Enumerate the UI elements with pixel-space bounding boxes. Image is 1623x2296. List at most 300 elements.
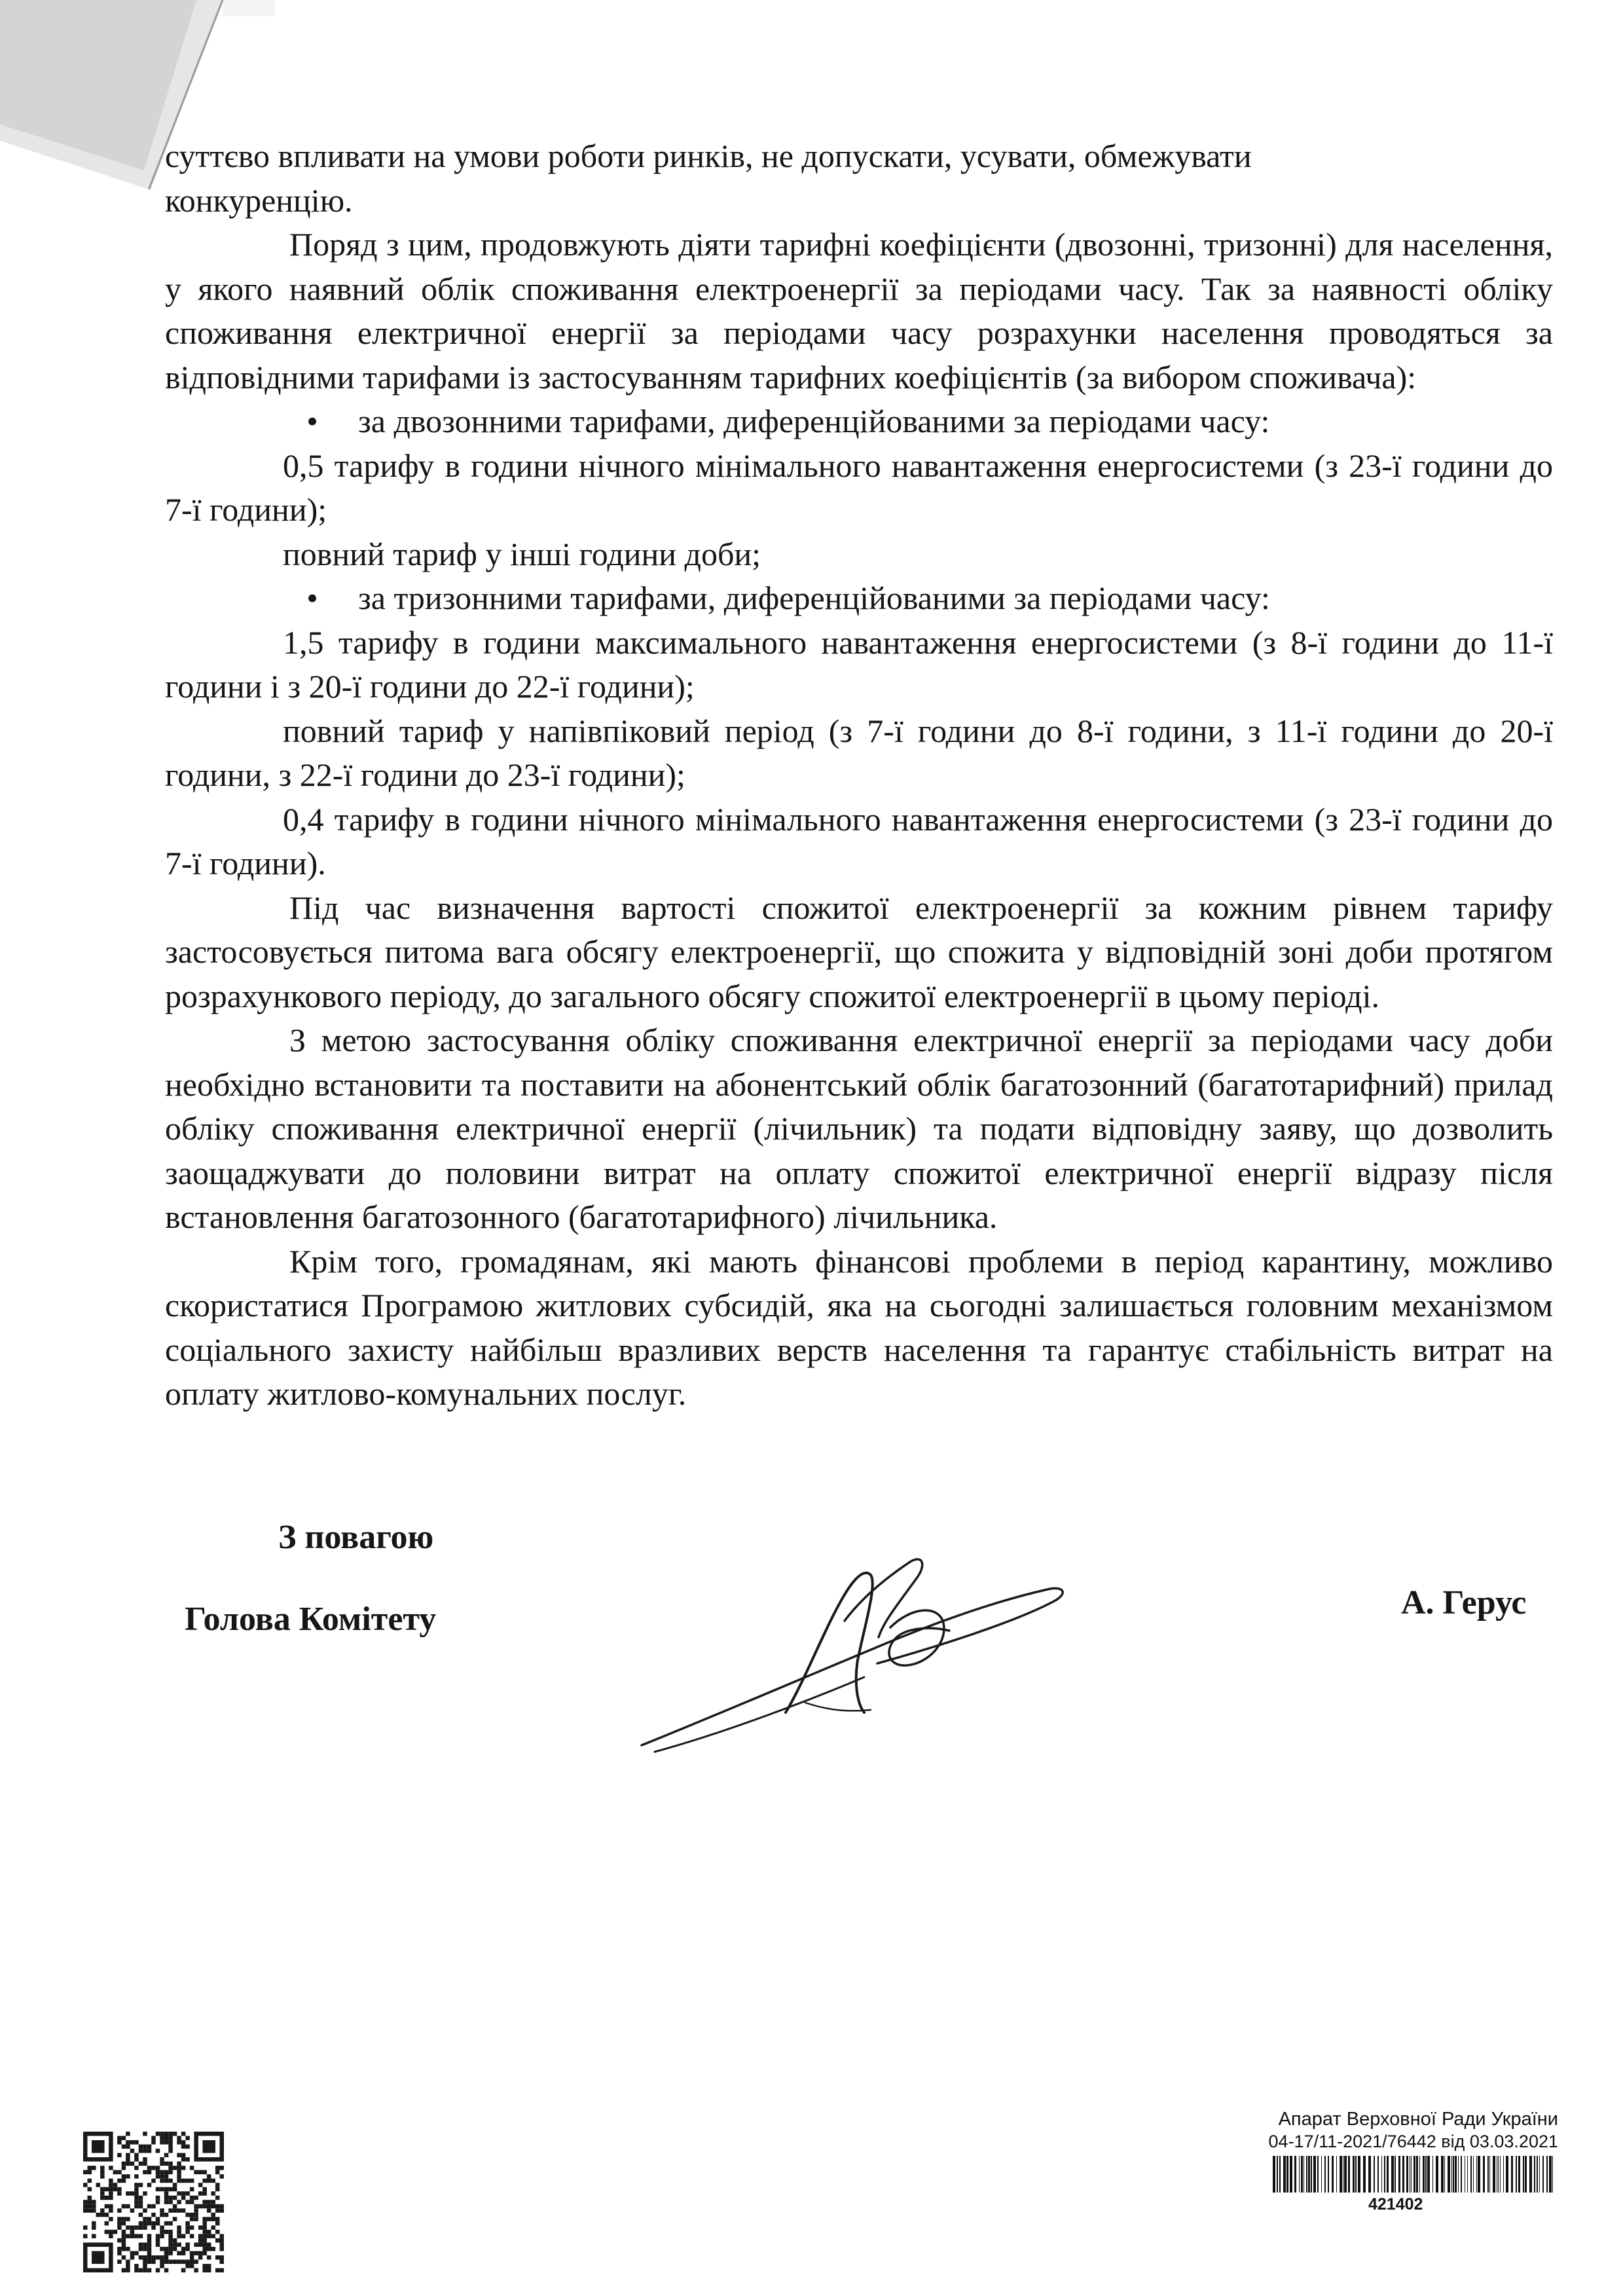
qr-module [173, 2259, 177, 2264]
qr-module [194, 2251, 198, 2255]
barcode-bar [1470, 2156, 1472, 2193]
qr-module [168, 2187, 173, 2192]
qr-module [211, 2179, 215, 2183]
qr-module [219, 2234, 224, 2238]
paragraph: Поряд з цим, продовжують діяти тарифні коефіцієнти (двозонні, тризонні) для населення, у якого наявний облік споживання електроенергії за періодами часу. Так за наявності обліку споживання електричної енергії за періодами часу розрахунки населення проводяться за відповідними тарифами із застосуванням тарифних коефіцієнтів (за вибором споживача): [165, 226, 1553, 396]
qr-module [177, 2166, 181, 2170]
barcode-bar [1387, 2156, 1389, 2193]
barcode-bar [1476, 2156, 1477, 2193]
qr-module [88, 2166, 92, 2170]
qr-module [219, 2174, 224, 2179]
qr-module [185, 2179, 190, 2183]
qr-module [130, 2162, 135, 2166]
qr-module [168, 2162, 173, 2166]
qr-module [168, 2259, 173, 2264]
list-item-text: за двозонними тарифами, диференційованими за періодами часу: [358, 403, 1270, 439]
qr-module [134, 2225, 139, 2230]
qr-module [151, 2255, 156, 2260]
qr-module [147, 2247, 152, 2251]
qr-module [177, 2191, 181, 2196]
qr-module [215, 2170, 220, 2175]
qr-module [151, 2166, 156, 2170]
qr-module [156, 2196, 160, 2200]
qr-module [168, 2196, 173, 2200]
barcode-bar [1313, 2156, 1316, 2193]
qr-module [202, 2221, 207, 2226]
qr-module [130, 2255, 135, 2260]
barcode-bar [1395, 2156, 1396, 2193]
barcode-bar [1516, 2156, 1517, 2193]
qr-module [211, 2247, 215, 2251]
qr-module [160, 2174, 164, 2179]
qr-module [164, 2259, 169, 2264]
qr-module [211, 2191, 215, 2196]
qr-module [105, 2187, 109, 2192]
qr-module [109, 2166, 113, 2170]
qr-module [134, 2191, 139, 2196]
qr-module [215, 2196, 220, 2200]
barcode-bar [1353, 2156, 1355, 2193]
qr-module [96, 2183, 101, 2187]
qr-module [151, 2179, 156, 2183]
qr-module [122, 2174, 126, 2179]
qr-module [207, 2255, 211, 2260]
qr-module [83, 2208, 88, 2213]
barcode-bar [1498, 2156, 1499, 2193]
qr-module [143, 2255, 147, 2260]
barcode-bar [1461, 2156, 1462, 2193]
qr-module [202, 2204, 207, 2209]
barcode-bar [1413, 2156, 1415, 2193]
barcode-bar [1355, 2156, 1357, 2193]
qr-module [160, 2162, 164, 2166]
qr-module [151, 2136, 156, 2141]
qr-module [113, 2183, 118, 2187]
qr-module [160, 2170, 164, 2175]
qr-module [147, 2217, 152, 2221]
qr-module [92, 2208, 96, 2213]
qr-module [202, 2217, 207, 2221]
qr-module [139, 2183, 143, 2187]
qr-module [211, 2234, 215, 2238]
barcode-bar [1500, 2156, 1501, 2193]
qr-module [117, 2221, 122, 2226]
qr-module [164, 2136, 169, 2141]
qr-module [202, 2179, 207, 2183]
qr-module [173, 2238, 177, 2243]
barcode-bar [1308, 2156, 1310, 2193]
qr-module [194, 2268, 198, 2272]
qr-module [143, 2170, 147, 2175]
qr-module [143, 2259, 147, 2264]
paragraph-line: суттєво впливати на умови роботи ринків, не допускати, усувати, обмежувати [165, 138, 1252, 174]
paragraph: Крім того, громадянам, які мають фінансові проблеми в період карантину, можливо скористатися Програмою житлових субсидій, яка на сьогодні залишається головним механізмом соціального захисту найбільш вразливих верств населення та гарантує стабільність витрат на оплату житлово-комунальних послуг. [165, 1242, 1553, 1412]
qr-module [177, 2208, 181, 2213]
barcode-bar [1493, 2156, 1495, 2193]
qr-module [160, 2225, 164, 2230]
qr-module [151, 2204, 156, 2209]
qr-module [219, 2242, 224, 2247]
qr-module [143, 2132, 147, 2136]
qr-module [117, 2247, 122, 2251]
qr-module [173, 2217, 177, 2221]
qr-module [173, 2183, 177, 2187]
qr-module [88, 2196, 92, 2200]
qr-module [202, 2200, 207, 2204]
qr-module [143, 2247, 147, 2251]
qr-module [215, 2255, 220, 2260]
barcode-bar [1467, 2156, 1468, 2193]
qr-module [160, 2264, 164, 2268]
qr-module [126, 2157, 130, 2162]
qr-module [109, 2187, 113, 2192]
qr-module [177, 2225, 181, 2230]
qr-module [122, 2268, 126, 2272]
qr-module [100, 2166, 105, 2170]
qr-module [160, 2213, 164, 2217]
qr-module [181, 2145, 186, 2149]
qr-module [147, 2170, 152, 2175]
qr-module [207, 2179, 211, 2183]
qr-module [156, 2255, 160, 2260]
qr-module [185, 2242, 190, 2247]
qr-module [160, 2230, 164, 2234]
qr-module [164, 2255, 169, 2260]
qr-module [181, 2196, 186, 2200]
barcode-bar [1518, 2156, 1520, 2193]
qr-module [126, 2247, 130, 2251]
qr-module [181, 2157, 186, 2162]
qr-module [113, 2230, 118, 2234]
qr-module [83, 2183, 88, 2187]
qr-module [164, 2196, 169, 2200]
barcode-bar [1549, 2156, 1552, 2193]
bullet-icon: • [306, 403, 318, 439]
qr-module [143, 2225, 147, 2230]
qr-module [105, 2221, 109, 2226]
qr-module [143, 2157, 147, 2162]
barcode-bar [1286, 2156, 1288, 2193]
qr-module [105, 2204, 109, 2209]
qr-module [105, 2196, 109, 2200]
qr-module [164, 2140, 169, 2145]
qr-module [168, 2208, 173, 2213]
qr-module [211, 2213, 215, 2217]
barcode-bar [1301, 2156, 1303, 2193]
qr-module [202, 2264, 207, 2268]
qr-module [211, 2200, 215, 2204]
qr-module [168, 2251, 173, 2255]
qr-module [147, 2166, 152, 2170]
qr-module [164, 2162, 169, 2166]
barcode-bar [1546, 2156, 1548, 2193]
list-item [165, 576, 1553, 621]
tariff-line: 0,5 тарифу в години нічного мінімального навантаження енергосистеми (з 23-ї години до 7-ї години); [165, 447, 1553, 528]
barcode-bar [1324, 2156, 1326, 2193]
qr-module [139, 2149, 143, 2153]
qr-module [130, 2191, 135, 2196]
barcode-bar [1425, 2156, 1427, 2193]
qr-module [164, 2247, 169, 2251]
qr-module [143, 2242, 147, 2247]
qr-module [177, 2242, 181, 2247]
barcode-bar [1358, 2156, 1360, 2193]
qr-module [219, 2255, 224, 2260]
qr-module [173, 2242, 177, 2247]
qr-module [147, 2204, 152, 2209]
qr-module [194, 2170, 198, 2175]
qr-module [139, 2162, 143, 2166]
qr-module [147, 2268, 152, 2272]
qr-module [113, 2187, 118, 2192]
qr-module [122, 2242, 126, 2247]
qr-module [109, 2196, 113, 2200]
qr-module [215, 2187, 220, 2192]
qr-module [219, 2238, 224, 2243]
qr-module [109, 2204, 113, 2209]
qr-module [88, 2200, 92, 2204]
qr-module [168, 2200, 173, 2204]
qr-module [126, 2145, 130, 2149]
qr-module [117, 2238, 122, 2243]
qr-module [126, 2132, 130, 2136]
qr-module [139, 2213, 143, 2217]
qr-module [100, 2213, 105, 2217]
qr-module [134, 2196, 139, 2200]
qr-module [122, 2145, 126, 2149]
barcode-bar [1363, 2156, 1366, 2193]
qr-module [215, 2230, 220, 2234]
barcode-bar [1411, 2156, 1412, 2193]
qr-module [164, 2174, 169, 2179]
qr-module [211, 2225, 215, 2230]
qr-module [160, 2255, 164, 2260]
qr-module [207, 2174, 211, 2179]
barcode-bar [1374, 2156, 1375, 2193]
qr-module [143, 2149, 147, 2153]
qr-module [164, 2230, 169, 2234]
qr-module [181, 2251, 186, 2255]
qr-module [168, 2170, 173, 2175]
qr-module [147, 2238, 152, 2243]
barcode-bar [1381, 2156, 1382, 2193]
qr-module [202, 2242, 207, 2247]
barcode-bar [1448, 2156, 1450, 2193]
barcode-bar [1332, 2156, 1334, 2193]
qr-module [83, 2204, 88, 2209]
qr-module [198, 2191, 203, 2196]
qr-module [168, 2238, 173, 2243]
barcode-bar [1340, 2156, 1342, 2193]
qr-module [211, 2204, 215, 2209]
list-item-text: за тризонними тарифами, диференційованими за періодами часу: [358, 580, 1270, 616]
qr-module [143, 2221, 147, 2226]
barcode-bar [1427, 2156, 1430, 2193]
qr-module [151, 2259, 156, 2264]
qr-module [207, 2230, 211, 2234]
qr-module [190, 2196, 194, 2200]
barcode-bar [1441, 2156, 1444, 2193]
barcode-bar [1534, 2156, 1535, 2193]
qr-module [83, 2225, 88, 2230]
barcode-bar [1539, 2156, 1540, 2193]
qr-module [143, 2268, 147, 2272]
qr-module [156, 2217, 160, 2221]
qr-module [215, 2238, 220, 2243]
qr-module [151, 2213, 156, 2217]
qr-module [219, 2166, 224, 2170]
qr-module [168, 2132, 173, 2136]
qr-module [117, 2187, 122, 2192]
qr-finder [202, 2140, 215, 2153]
qr-module [202, 2234, 207, 2238]
qr-module [160, 2136, 164, 2141]
qr-module [88, 2204, 92, 2209]
tariff-line: 1,5 тарифу в години максимального навантаження енергосистеми (з 8-ї години до 11-ї години і з 20-ї години до 22-ї години); [165, 623, 1553, 705]
barcode-bar [1377, 2156, 1379, 2193]
qr-module [143, 2264, 147, 2268]
qr-module [100, 2187, 105, 2192]
qr-module [177, 2230, 181, 2234]
paragraph: З метою застосування обліку споживання електричної енергії за періодами часу доби необхідно встановити та поставити на абонентський облік багатозонний (багатотарифний) прилад обліку споживання електричної енергії (лічильник) та подати відповідну заяву, що дозволить заощаджувати до половини витрат на оплату спожитої електричної енергії відразу після встановлення багатозонного (багатотарифного) лічильника. [165, 1022, 1553, 1235]
qr-module [168, 2166, 173, 2170]
qr-module [215, 2217, 220, 2221]
barcode-bar [1542, 2156, 1544, 2193]
qr-module [147, 2183, 152, 2187]
qr-module [122, 2255, 126, 2260]
qr-module [156, 2132, 160, 2136]
qr-module [168, 2149, 173, 2153]
qr-module [139, 2145, 143, 2149]
qr-module [156, 2170, 160, 2175]
qr-module [177, 2200, 181, 2204]
barcode-bar [1423, 2156, 1425, 2193]
qr-module [177, 2170, 181, 2175]
qr-module [185, 2200, 190, 2204]
qr-module [122, 2204, 126, 2209]
qr-module [134, 2204, 139, 2209]
qr-module [185, 2230, 190, 2234]
barcode-bar [1529, 2156, 1532, 2193]
qr-module [134, 2166, 139, 2170]
qr-module [185, 2145, 190, 2149]
qr-module [139, 2242, 143, 2247]
qr-module [164, 2213, 169, 2217]
barcode-bar [1317, 2156, 1319, 2193]
qr-module [219, 2208, 224, 2213]
qr-module [181, 2247, 186, 2251]
qr-module [122, 2166, 126, 2170]
barcode-bar [1455, 2156, 1457, 2193]
qr-module [168, 2145, 173, 2149]
qr-module [185, 2225, 190, 2230]
registration-stamp [1244, 2107, 1558, 2214]
qr-module [117, 2217, 122, 2221]
qr-module [202, 2268, 207, 2272]
qr-module [190, 2200, 194, 2204]
qr-module [202, 2238, 207, 2243]
qr-module [126, 2225, 130, 2230]
qr-module [202, 2247, 207, 2251]
qr-module [181, 2166, 186, 2170]
qr-module [190, 2213, 194, 2217]
qr-module [139, 2268, 143, 2272]
qr-module [143, 2162, 147, 2166]
barcode-bar [1506, 2156, 1508, 2193]
barcode-bar [1290, 2156, 1292, 2193]
qr-module [207, 2234, 211, 2238]
qr-module [134, 2157, 139, 2162]
qr-module [130, 2140, 135, 2145]
qr-module [160, 2140, 164, 2145]
qr-code-icon [83, 2132, 224, 2272]
qr-module [215, 2221, 220, 2226]
qr-module [117, 2251, 122, 2255]
qr-module [109, 2234, 113, 2238]
barcode-bar [1279, 2156, 1281, 2193]
qr-module [190, 2255, 194, 2260]
barcode-bar [1398, 2156, 1400, 2193]
qr-module [96, 2213, 101, 2217]
qr-module [130, 2149, 135, 2153]
qr-module [198, 2225, 203, 2230]
barcode-bar [1273, 2156, 1275, 2193]
barcode-bar [1487, 2156, 1489, 2193]
qr-module [156, 2242, 160, 2247]
qr-module [92, 2225, 96, 2230]
qr-module [219, 2268, 224, 2272]
qr-module [139, 2221, 143, 2226]
barcode-bar [1523, 2156, 1524, 2193]
barcode-bar [1348, 2156, 1350, 2193]
qr-module [92, 2166, 96, 2170]
qr-module [164, 2179, 169, 2183]
qr-module [130, 2208, 135, 2213]
qr-module [83, 2200, 88, 2204]
qr-module [160, 2157, 164, 2162]
qr-module [173, 2132, 177, 2136]
qr-module [185, 2136, 190, 2141]
qr-module [168, 2221, 173, 2226]
barcode-bar [1321, 2156, 1322, 2193]
qr-module [194, 2208, 198, 2213]
closing-regards: З повагою [278, 1519, 434, 1556]
barcode-bar [1537, 2156, 1538, 2193]
qr-module [198, 2183, 203, 2187]
qr-module [181, 2191, 186, 2196]
qr-module [164, 2187, 169, 2192]
qr-module [177, 2251, 181, 2255]
qr-module [92, 2234, 96, 2238]
barcode-bar [1328, 2156, 1329, 2193]
qr-module [215, 2268, 220, 2272]
qr-module [215, 2166, 220, 2170]
qr-module [126, 2191, 130, 2196]
barcode-bar [1489, 2156, 1490, 2193]
qr-module [126, 2259, 130, 2264]
qr-module [100, 2191, 105, 2196]
qr-module [156, 2200, 160, 2204]
barcode-bar [1451, 2156, 1452, 2193]
qr-module [122, 2179, 126, 2183]
barcode-bar [1511, 2156, 1513, 2193]
qr-module [117, 2208, 122, 2213]
qr-module [173, 2247, 177, 2251]
qr-module [219, 2259, 224, 2264]
qr-module [134, 2251, 139, 2255]
qr-module [207, 2247, 211, 2251]
qr-module [105, 2213, 109, 2217]
